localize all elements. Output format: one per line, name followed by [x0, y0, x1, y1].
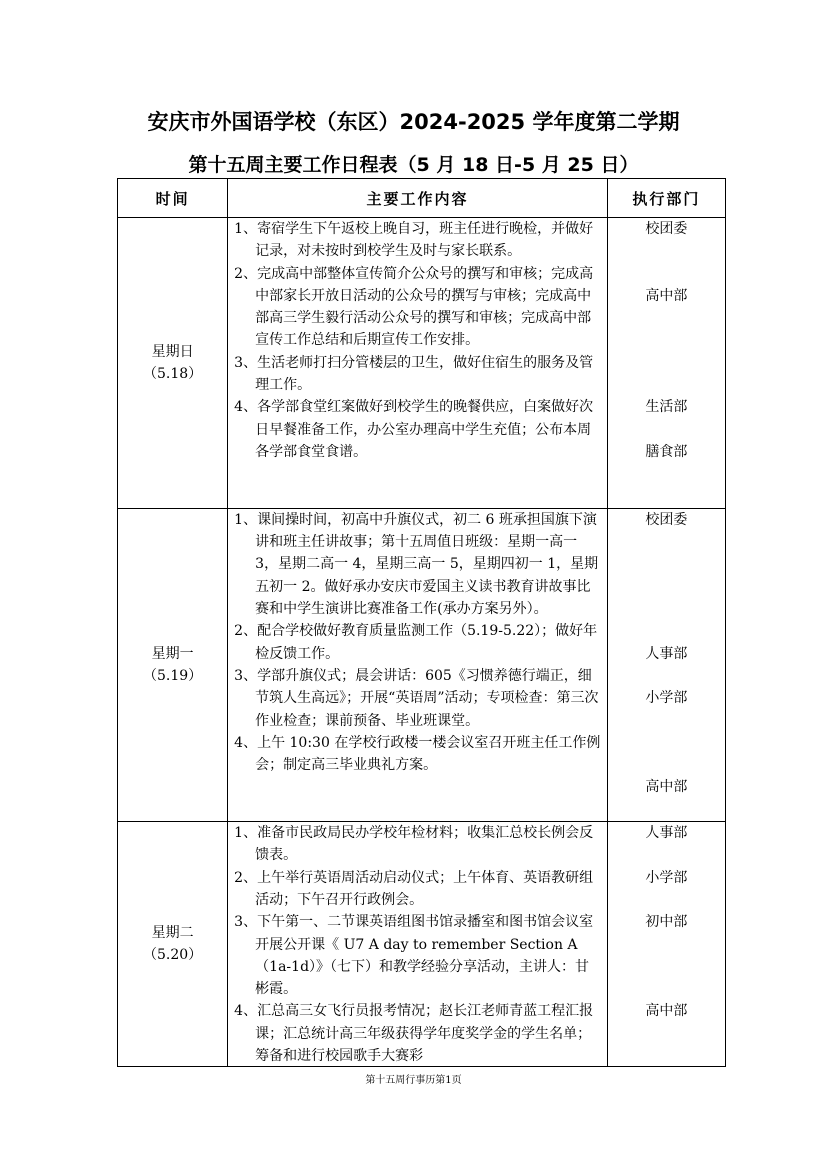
task-item: 3、生活老师打扫分管楼层的卫生，做好住宿生的服务及管理工作。: [234, 354, 594, 394]
dept-cell: [607, 822, 725, 1067]
dept-label: 高中部: [645, 287, 688, 304]
task-item: 4、各学部食堂红案做好到校学生的晚餐供应，白案做好次日早餐准备工作，办公室办理高中学生充值；公布本周各学部食堂食谱。: [234, 399, 594, 460]
table-row: [118, 508, 726, 821]
document-title: 安庆市外国语学校（东区）2024-2025 学年度第二学期: [147, 110, 680, 134]
time-cell: [118, 218, 228, 509]
page-footer: 第十五周行事历第1页: [365, 1075, 462, 1086]
dept-cell: [607, 508, 725, 821]
task-item: 1、寄宿学生下午返校上晚自习，班主任进行晚检，并做好记录，对未按时到校学生及时与家长联系。: [234, 221, 594, 260]
date-label: （5.18）: [143, 365, 203, 382]
content-cell: [228, 822, 608, 1067]
task-item: 4、汇总高三女飞行员报考情况；赵长江老师青蓝工程汇报课；汇总统计高三年级获得学年度奖学金的学生名单；筹备和进行校园歌手大赛彩: [234, 1003, 594, 1065]
schedule-table: [117, 178, 726, 1067]
dept-label: 人事部: [645, 825, 688, 842]
task-item: 2、配合学校做好教育质量监测工作（5.19-5.22）；做好年检反馈工作。: [234, 623, 598, 662]
time-cell: [118, 508, 228, 821]
day-label: 星期二: [151, 925, 194, 942]
date-label: （5.19）: [143, 667, 203, 684]
dept-label: 高中部: [645, 779, 688, 796]
day-label: 星期日: [151, 343, 194, 360]
dept-label: 校团委: [645, 221, 688, 237]
dept-label: 校团委: [645, 511, 688, 528]
content-cell: [228, 218, 608, 509]
header-dept: 执行部门: [607, 179, 725, 218]
day-label: 星期一: [151, 645, 194, 662]
document-subtitle: 第十五周主要工作日程表（5 月 18 日-5 月 25 日）: [188, 154, 639, 176]
dept-label: 初中部: [645, 914, 688, 931]
header-content: 主要工作内容: [228, 179, 608, 218]
time-cell: [118, 822, 228, 1067]
dept-label: 生活部: [645, 399, 688, 416]
header-time: 时间: [118, 179, 228, 218]
dept-label: 高中部: [645, 1003, 688, 1020]
content-cell: [228, 508, 608, 821]
date-label: （5.20）: [143, 947, 203, 964]
dept-label: 小学部: [645, 869, 688, 886]
header-row: [118, 179, 726, 218]
dept-label: 小学部: [645, 690, 688, 707]
task-item: 4、上午 10:30 在学校行政楼一楼会议室召开班主任工作例会；制定高三毕业典礼方案。: [234, 734, 601, 774]
dept-label: 膳食部: [645, 443, 688, 460]
task-item: 3、下午第一、二节课英语组图书馆录播室和图书馆会议室开展公开课《 U7 A day to remember Section A（1a-1d）》（七下）和教学经验分享活动，主讲人：甘彬霞。: [234, 914, 594, 998]
table-row: [118, 218, 726, 509]
table-row: [118, 822, 726, 1067]
task-item: 2、上午举行英语周活动启动仪式；上午体育、英语教研组活动；下午召开行政例会。: [234, 869, 594, 908]
dept-cell: [607, 218, 725, 509]
task-item: 1、课间操时间，初高中升旗仪式，初二 6 班承担国旗下演讲和班主任讲故事；第十五周值日班级：星期一高一 3，星期二高一 4，星期三高一 5，星期四初一 1，星期五初一 2。做好承办安庆市爱国主义读书教育讲故事比赛和中学生演讲比赛准备工作(承办方案另外）。: [234, 511, 599, 618]
task-item: 1、准备市民政局民办学校年检材料；收集汇总校长例会反馈表。: [234, 825, 594, 864]
task-item: 2、完成高中部整体宣传简介公众号的撰写和审核；完成高中部家长开放日活动的公众号的撰写与审核；完成高中部高三学生毅行活动公众号的撰写和审核；完成高中部宣传工作总结和后期宣传工作安排。: [234, 265, 594, 349]
dept-label: 人事部: [645, 645, 688, 662]
task-item: 3、学部升旗仪式；晨会讲话：605《习惯养德行端正，细节筑人生高远》；开展“英语周”活动；专项检查：第三次作业检查；课前预备、毕业班课堂。: [234, 667, 599, 729]
